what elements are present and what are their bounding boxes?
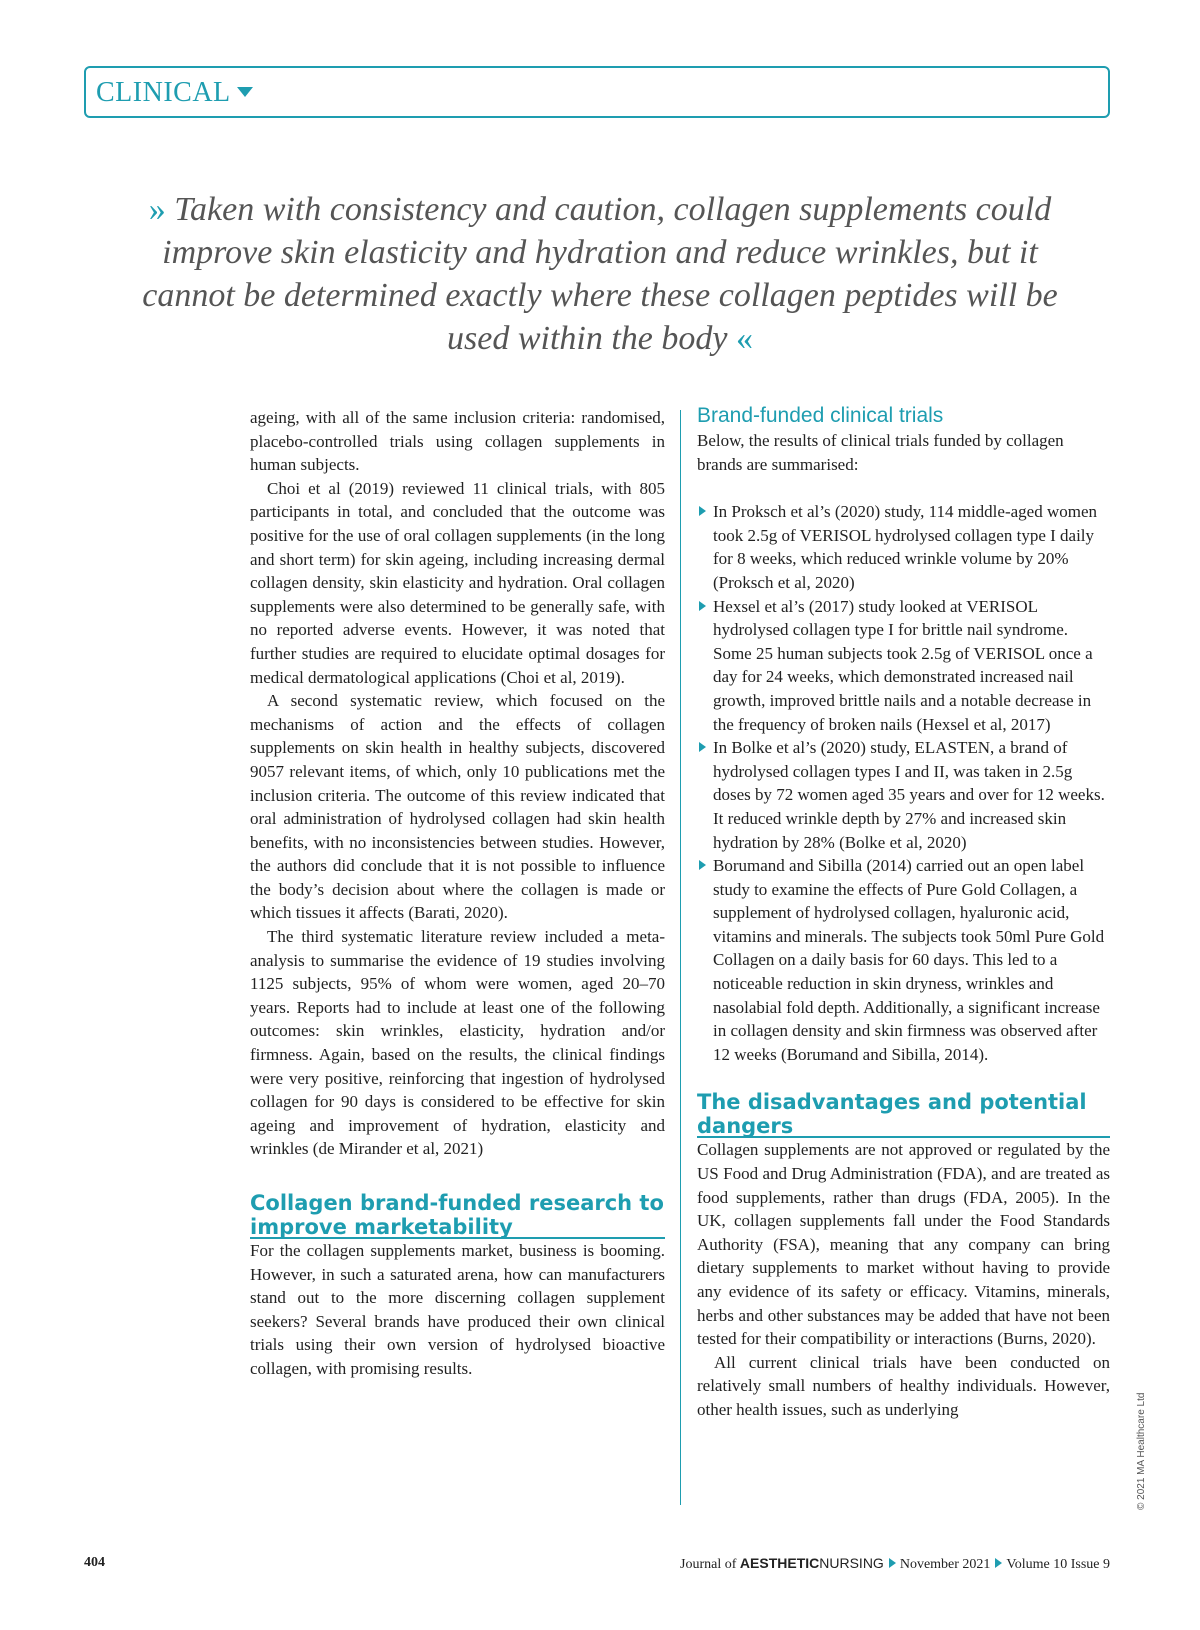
quote-open-mark: » [148, 191, 166, 228]
journal-name-suffix: NURSING [819, 1555, 884, 1571]
page-number: 404 [84, 1555, 105, 1570]
volume-issue: Volume 10 Issue 9 [1006, 1557, 1110, 1572]
bullet-arrow-icon [699, 601, 706, 611]
bullet-arrow-icon [699, 860, 706, 870]
section-heading: Collagen brand-funded research to improve marketability [250, 1191, 664, 1239]
pull-quote-text: Taken with consistency and caution, collagen supplements could improve skin elasticity and hydration and reduce wrinkles, but it cannot be determined exactly where these collagen peptides will be used within the body [142, 191, 1058, 357]
journal-name-bold: AESTHETIC [739, 1555, 820, 1571]
paragraph: Collagen supplements are not approved or regulated by the US Food and Drug Administration (FDA), and are treated as food supplements, rather than drugs (FDA, 2005). In the UK, collagen supplements fall under the Food Standards Authority (FSA), meaning that any company can bring dietary supplements to market without having to provide any evidence of its safety or efficacy. Vitamins, minerals, herbs and other substances may be added that have not been tested for their compatibility or interactions (Burns, 2020). [697, 1140, 1110, 1349]
column-divider [680, 410, 681, 1505]
paragraph: A second systematic review, which focused on the mechanisms of action and the effects of collagen supplements on skin health in healthy subjects, discovered 9057 relevant items, of which, only 10 publications met the inclusion criteria. The outcome of this review indicated that oral administration of hydrolysed collagen had skin health benefits, with no inconsistencies between studies. However, the authors did conclude that it is not possible to influence the body’s decision about where the collagen is made or which tissues it affects (Barati, 2020). [250, 691, 665, 923]
list-item-text: Borumand and Sibilla (2014) carried out an open label study to examine the effects of Pure Gold Collagen, a supplement of hydrolysed collagen, hyaluronic acid, vitamins and minerals. The subjects took 50ml Pure Gold Collagen on a daily basis for 60 days. This led to a noticeable reduction in skin dryness, wrinkles and nasolabial fold depth. Additionally, a significant increase in collagen density and skin firmness was observed after 12 weeks (Borumand and Sibilla, 2014). [713, 856, 1105, 1064]
journal-footer [680, 1555, 1110, 1573]
subsection-heading: Brand-funded clinical trials [697, 404, 944, 427]
spacer [697, 1066, 1110, 1090]
list-item-text: Hexsel et al’s (2017) study looked at VERISOL hydrolysed collagen type I for brittle nail syndrome. Some 25 human subjects took 2.5g of VERISOL once a day for 24 weeks, which demonstrated increased nail growth, improved brittle nails and a notable decrease in the frequency of broken nails (Hexsel et al, 2017) [713, 596, 1093, 734]
list-item-text: In Proksch et al’s (2020) study, 114 middle-aged women took 2.5g of VERISOL hydrolysed collagen type I daily for 8 weeks, which reduced wrinkle volume by 20% (Proksch et al, 2020) [713, 502, 1098, 592]
caret-down-icon [237, 87, 253, 97]
right-column [697, 406, 1110, 1422]
spacer [250, 1161, 665, 1191]
section-label [96, 77, 253, 109]
paragraph: All current clinical trials have been conducted on relatively small numbers of healthy individuals. However, other health issues, such as underlying [697, 1352, 1110, 1419]
footer-arrow-icon [995, 1558, 1002, 1568]
journal-prefix: Journal of [680, 1557, 737, 1572]
section-heading: The disadvantages and potential dangers [697, 1090, 1110, 1138]
list-item [697, 595, 1110, 737]
pull-quote [128, 188, 1072, 360]
trial-list [697, 500, 1110, 1066]
section-title: CLINICAL [96, 77, 231, 108]
copyright-notice: © 2021 MA Healthcare Ltd [1136, 1392, 1147, 1510]
paragraph: ageing, with all of the same inclusion criteria: randomised, placebo-controlled trials using collagen supplements in human subjects. [250, 408, 665, 475]
paragraph: For the collagen supplements market, business is booming. However, in such a saturated arena, how can manufacturers stand out to the more discerning collagen supplement seekers? Several brands have produced their own clinical trials using their own version of hydrolysed bioactive collagen, with promising results. [250, 1241, 665, 1378]
list-item [697, 500, 1110, 594]
bullet-arrow-icon [699, 506, 706, 516]
list-item [697, 736, 1110, 854]
list-item-text: In Bolke et al’s (2020) study, ELASTEN, a brand of hydrolysed collagen types I and II, was taken in 2.5g doses by 72 women aged 35 years and over for 12 weeks. It reduced wrinkle depth by 27% and increased skin hydration by 28% (Bolke et al, 2020) [713, 738, 1105, 852]
footer-arrow-icon [889, 1558, 896, 1568]
quote-close-mark: « [735, 320, 753, 357]
paragraph: Below, the results of clinical trials funded by collagen brands are summarised: [697, 431, 1064, 474]
section-header [84, 66, 1110, 118]
issue-date: November 2021 [899, 1557, 991, 1572]
bullet-arrow-icon [699, 742, 706, 752]
left-column [250, 406, 665, 1381]
spacer [697, 476, 1110, 500]
list-item [697, 854, 1110, 1066]
paragraph: The third systematic literature review included a meta-analysis to summarise the evidence of 19 studies involving 1125 subjects, 95% of whom were women, aged 20–70 years. Reports had to include at least one of the following outcomes: skin wrinkles, elasticity, hydration and/or firmness. Again, based on the results, the clinical findings were very positive, reinforcing that ingestion of hydrolysed collagen for 90 days is considered to be effective for skin ageing and improvement of hydration, elasticity and wrinkles (de Mirander et al, 2021) [250, 927, 665, 1159]
paragraph: Choi et al (2019) reviewed 11 clinical trials, with 805 participants in total, and concluded that the outcome was positive for the use of oral collagen supplements (in the long and short term) for skin ageing, including increasing dermal collagen density, skin elasticity and hydration. Oral collagen supplements were also determined to be generally safe, with no reported adverse events. However, it was noted that further studies are required to elucidate optimal dosages for medical dermatological applications (Choi et al, 2019). [250, 478, 665, 687]
